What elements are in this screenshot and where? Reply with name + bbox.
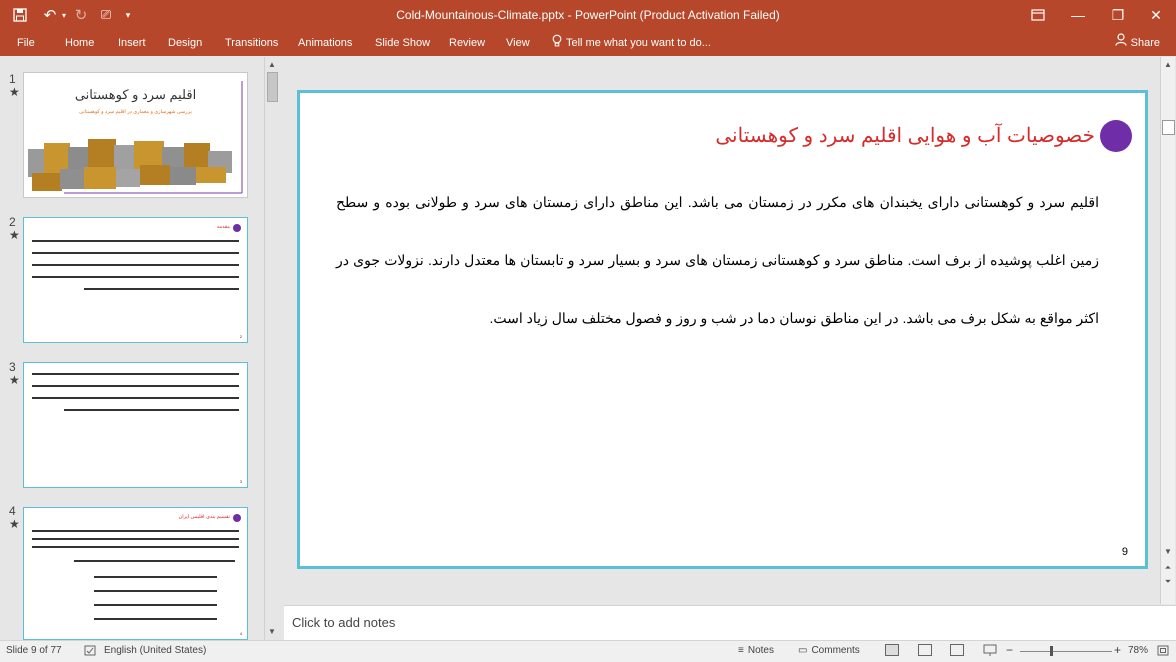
scroll-down-icon[interactable]: ▼ — [268, 627, 276, 636]
thumbnail-number: 1 — [9, 72, 16, 86]
ribbon-tabs — [0, 30, 1176, 56]
title-bullet — [1100, 120, 1132, 152]
slide-thumbnail-2[interactable] — [23, 217, 248, 343]
minimize-button[interactable]: — — [1071, 7, 1085, 23]
thumbnail-number: 2 — [9, 215, 16, 229]
normal-view-icon[interactable] — [885, 644, 899, 656]
zoom-in-icon[interactable]: + — [1114, 643, 1122, 657]
notes-pane[interactable] — [284, 605, 1176, 641]
slide-thumbnail-pane — [0, 57, 276, 640]
redo-icon[interactable]: ↻ — [74, 7, 88, 24]
title-bar — [0, 0, 1176, 30]
slide-counter: Slide 9 of 77 — [6, 645, 62, 656]
tab-animations[interactable]: Animations — [298, 37, 353, 49]
previous-slide-icon[interactable]: ⏶ — [1164, 563, 1172, 572]
ribbon-display-options-icon[interactable] — [1018, 0, 1058, 30]
thumbnail-page-number: 2 — [239, 334, 242, 339]
thumbnail-title: مقدمه — [216, 224, 230, 230]
slide-body-text[interactable]: اقلیم سرد و کوهستانی دارای یخبندان های مکرر در زمستان می باشد. این مناطق دارای زمستان های سرد و طولانی بوده و سطح زمین اغلب پوشیده از برف است. مناطق سرد و کوهستانی زمستان های سرد و بسیار سرد و تابستان ها معتدل دارند. نزولات جوی در اکثر مواقع به شکل برف می باشد. در این مناطق نوسان دما در شب و روز و فصول مختلف سال زیاد است. — [336, 194, 1099, 326]
tab-transitions[interactable]: Transitions — [225, 37, 279, 49]
tab-slide-show[interactable]: Slide Show — [375, 37, 431, 49]
slide-scrollbar[interactable] — [1160, 57, 1175, 604]
tell-me-box[interactable] — [552, 34, 711, 52]
share-button[interactable] — [1115, 32, 1160, 54]
tab-review[interactable]: Review — [449, 37, 486, 49]
person-icon — [1115, 32, 1127, 54]
comment-icon: ▭ — [798, 645, 808, 656]
close-button[interactable]: ✕ — [1150, 6, 1162, 23]
slide-thumbnail-1[interactable] — [23, 72, 248, 198]
thumbnail-scrollbar[interactable] — [264, 57, 279, 640]
thumbnail-subtitle: بررسی شهرسازی و معماری در اقلیم سرد و کوهستانی — [79, 109, 192, 115]
slide-show-view-icon[interactable] — [983, 644, 997, 660]
scroll-up-icon[interactable]: ▲ — [268, 60, 276, 69]
share-label: Share — [1130, 37, 1160, 49]
zoom-slider-thumb[interactable] — [1050, 646, 1053, 656]
save-icon[interactable] — [10, 4, 30, 26]
current-slide[interactable] — [297, 90, 1148, 569]
reading-view-icon[interactable] — [950, 644, 964, 656]
undo-icon[interactable]: ↶ — [43, 7, 57, 24]
slide-thumbnail-4[interactable] — [23, 507, 248, 640]
start-from-beginning-icon[interactable]: ⎚ — [100, 7, 112, 22]
zoom-slider[interactable] — [1020, 651, 1112, 652]
village-illustration — [24, 73, 248, 198]
slide-thumbnail-3[interactable] — [23, 362, 248, 488]
animation-star-icon: ★ — [9, 85, 20, 99]
tell-me-text: Tell me what you want to do... — [566, 37, 711, 49]
tab-insert[interactable]: Insert — [118, 37, 146, 49]
animation-star-icon: ★ — [9, 517, 20, 531]
fit-slide-icon[interactable] — [1157, 645, 1169, 659]
status-bar — [0, 640, 1176, 662]
window-title: Cold-Mountainous-Climate.pptx - PowerPoint (Product Activation Failed) — [396, 8, 780, 22]
scroll-up-icon[interactable]: ▲ — [1164, 60, 1172, 69]
notes-icon: ≡ — [738, 645, 744, 656]
thumbnail-number: 4 — [9, 504, 16, 518]
tab-home[interactable]: Home — [65, 37, 95, 49]
notes-label: Notes — [747, 645, 774, 656]
zoom-level[interactable]: 78% — [1128, 645, 1149, 656]
next-slide-icon[interactable]: ⏷ — [1164, 577, 1172, 586]
scroll-thumb[interactable] — [267, 72, 278, 102]
animation-star-icon: ★ — [9, 228, 20, 242]
zoom-out-icon[interactable]: − — [1006, 643, 1014, 657]
language-indicator[interactable]: English (United States) — [104, 645, 207, 656]
scroll-down-icon[interactable]: ▼ — [1164, 547, 1172, 556]
comments-toggle-button[interactable] — [798, 645, 860, 656]
animation-star-icon: ★ — [9, 373, 20, 387]
slide-title[interactable]: خصوصیات آب و هوایی اقلیم سرد و کوهستانی — [715, 125, 1095, 147]
thumbnail-number: 3 — [9, 360, 16, 374]
slide-sorter-view-icon[interactable] — [918, 644, 932, 656]
tab-file[interactable]: File — [17, 37, 35, 49]
notes-toggle-button[interactable] — [738, 645, 774, 656]
thumbnail-bullet — [233, 514, 241, 522]
tab-view[interactable]: View — [506, 37, 530, 49]
thumbnail-page-number: 3 — [239, 479, 242, 484]
spell-check-icon[interactable] — [84, 645, 96, 659]
restore-button[interactable]: ❐ — [1111, 6, 1125, 23]
undo-dropdown-icon[interactable]: ▾ — [61, 10, 66, 20]
thumbnail-page-number: 4 — [239, 631, 242, 636]
customize-qat-icon[interactable]: ▾ — [125, 9, 131, 20]
lightbulb-icon — [552, 34, 562, 53]
scroll-thumb[interactable] — [1162, 120, 1175, 135]
comments-label: Comments — [811, 645, 860, 656]
thumbnail-title: اقلیم سرد و کوهستانی — [74, 87, 197, 102]
tab-design[interactable]: Design — [168, 37, 203, 49]
thumbnail-bullet — [233, 224, 241, 232]
notes-placeholder: Click to add notes — [292, 615, 396, 630]
slide-page-number: 9 — [1121, 546, 1128, 558]
thumbnail-title: تقسیم بندی اقلیمی ایران — [178, 514, 230, 520]
